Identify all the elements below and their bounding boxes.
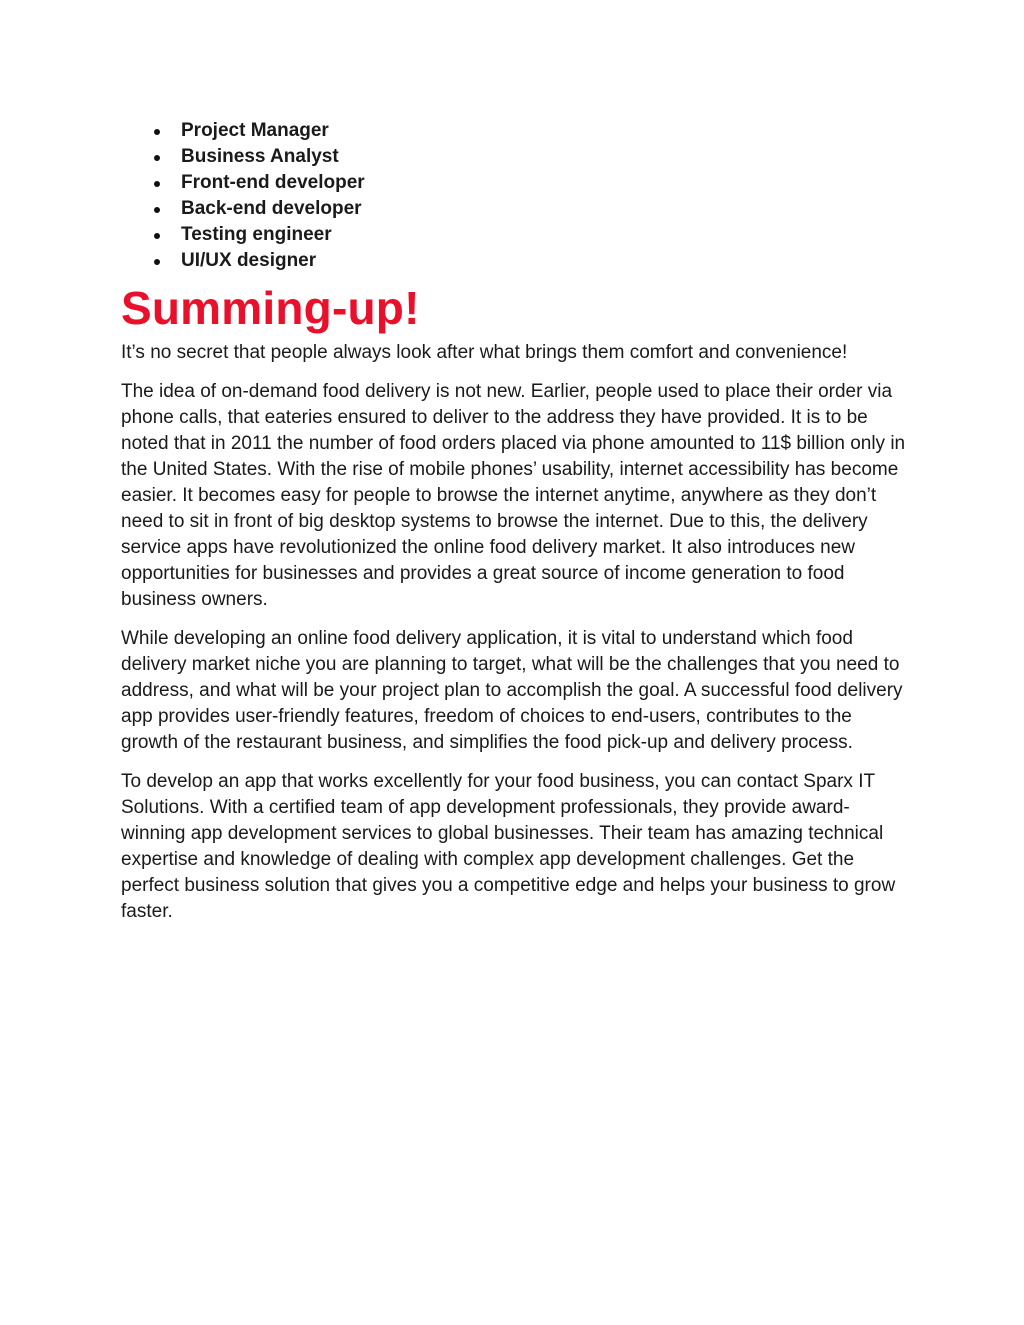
- history-paragraph: The idea of on-demand food delivery is not new. Earlier, people used to place their order via phone calls, that eateries ensured to deliver to the address they have provided. It is to be noted that in 2011 the number of food orders placed via phone amounted to 11$ billion only in the United States. With the rise of mobile phones’ usability, internet accessibility has become easier. It becomes easy for people to browse the internet anytime, anywhere as they don’t need to sit in front of big desktop systems to browse the internet. Due to this, the delivery service apps have revolutionized the online food delivery market. It also introduces new opportunities for businesses and provides a great source of income generation to food business owners.: [121, 381, 906, 610]
- list-item-label: Project Manager: [181, 120, 329, 141]
- bullet-icon: [154, 155, 160, 161]
- bullet-icon: [154, 259, 160, 265]
- list-item: [121, 144, 911, 170]
- list-item-label: Testing engineer: [181, 224, 332, 245]
- list-item-label: UI/UX designer: [181, 250, 317, 271]
- bullet-icon: [154, 207, 160, 213]
- list-item: [121, 248, 911, 274]
- list-item-label: Business Analyst: [181, 146, 339, 167]
- roles-list: [121, 118, 911, 274]
- list-item-label: Front-end developer: [181, 172, 365, 193]
- bullet-icon: [154, 129, 160, 135]
- intro-paragraph: It’s no secret that people always look after what brings them comfort and convenience!: [121, 342, 848, 363]
- bullet-icon: [154, 233, 160, 239]
- document-page: [121, 118, 911, 938]
- list-item-label: Back-end developer: [181, 198, 362, 219]
- list-item: [121, 222, 911, 248]
- development-paragraph: While developing an online food delivery application, it is vital to understand which food delivery market niche you are planning to target, what will be the challenges that you need to address, and what will be your project plan to accomplish the goal. A successful food delivery app provides user-friendly features, freedom of choices to end-users, contributes to the growth of the restaurant business, and simplifies the food pick-up and delivery process.: [121, 628, 903, 753]
- list-item: [121, 196, 911, 222]
- bullet-icon: [154, 181, 160, 187]
- section-heading: Summing-up!: [121, 282, 420, 334]
- list-item: [121, 118, 911, 144]
- list-item: [121, 170, 911, 196]
- contact-paragraph: To develop an app that works excellently for your food business, you can contact Sparx IT Solutions. With a certified team of app development professionals, they provide award-winning app development services to global businesses. Their team has amazing technical expertise and knowledge of dealing with complex app development challenges. Get the perfect business solution that gives you a competitive edge and helps your business to grow faster.: [121, 771, 896, 922]
